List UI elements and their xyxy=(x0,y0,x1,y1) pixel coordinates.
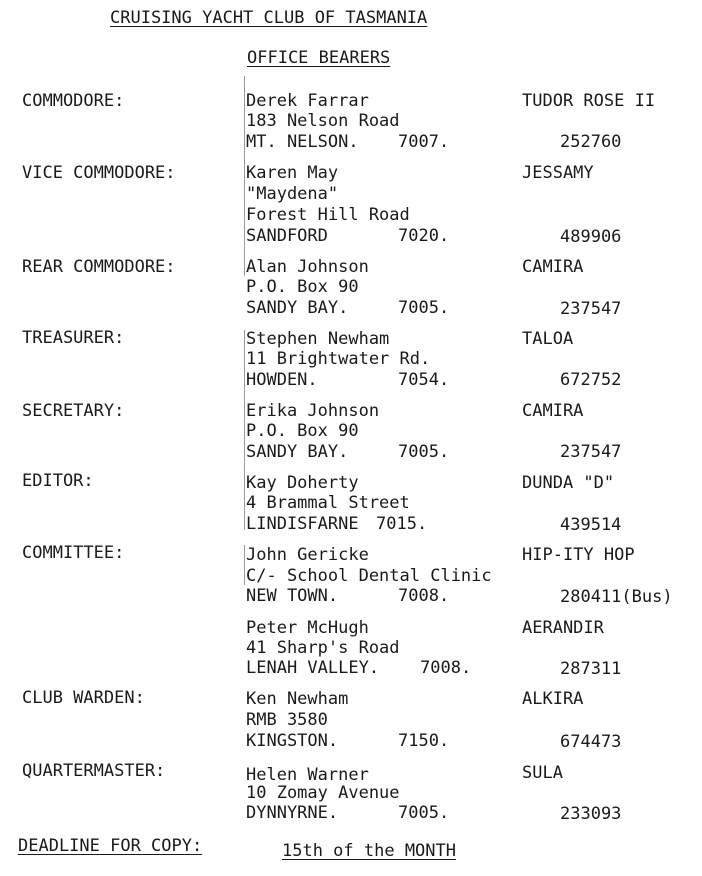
locality: SANDY BAY. xyxy=(246,298,349,318)
locality: MT. NELSON. xyxy=(246,132,359,152)
role-label: VICE COMMODORE: xyxy=(22,163,176,183)
role-label: CLUB WARDEN: xyxy=(22,688,145,708)
member-name: Ken Newham xyxy=(246,689,349,709)
role-label: COMMITTEE: xyxy=(22,543,125,563)
address-line: RMB 3580 xyxy=(246,710,328,730)
phone-number: 252760 xyxy=(560,132,622,152)
postcode: 7015. xyxy=(376,514,428,534)
phone-number: 233093 xyxy=(560,804,622,824)
phone-number: 489906 xyxy=(560,227,622,247)
deadline-label: DEADLINE FOR COPY: xyxy=(18,836,203,856)
locality: NEW TOWN. xyxy=(246,586,339,606)
column-rule xyxy=(244,545,245,585)
yacht-name: CAMIRA xyxy=(522,401,584,421)
locality: HOWDEN. xyxy=(246,370,318,390)
yacht-name: HIP-ITY HOP xyxy=(522,545,635,565)
yacht-name: TALOA xyxy=(522,329,574,349)
locality: KINGSTON. xyxy=(246,731,339,751)
section-heading: OFFICE BEARERS xyxy=(247,48,391,68)
locality: LENAH VALLEY. xyxy=(246,658,380,678)
member-name: Peter McHugh xyxy=(246,618,369,638)
document-title: CRUISING YACHT CLUB OF TASMANIA xyxy=(110,8,428,28)
address-line: C/- School Dental Clinic xyxy=(246,566,492,586)
phone-number: 672752 xyxy=(560,370,622,390)
member-name: Kay Doherty xyxy=(246,473,359,493)
role-label: EDITOR: xyxy=(22,471,94,491)
role-label: TREASURER: xyxy=(22,328,125,348)
deadline-value: 15th of the MONTH xyxy=(282,841,456,861)
yacht-name: SULA xyxy=(522,763,563,783)
phone-number: 237547 xyxy=(560,442,622,462)
yacht-name: ALKIRA xyxy=(522,689,584,709)
column-rule xyxy=(244,76,245,276)
address-line: 11 Brightwater Rd. xyxy=(246,349,431,369)
phone-number: 439514 xyxy=(560,515,622,535)
yacht-name: JESSAMY xyxy=(522,163,594,183)
address-line: 183 Nelson Road xyxy=(246,111,400,131)
role-label: REAR COMMODORE: xyxy=(22,257,176,277)
member-name: Erika Johnson xyxy=(246,401,380,421)
locality: DYNNYRNE. xyxy=(246,803,339,823)
yacht-name: DUNDA "D" xyxy=(522,473,615,493)
member-name: Helen Warner xyxy=(246,765,369,785)
member-name: Derek Farrar xyxy=(246,91,369,111)
postcode: 7150. xyxy=(398,731,450,751)
address-line: "Maydena" xyxy=(246,184,339,204)
role-label: COMMODORE: xyxy=(22,91,125,111)
yacht-name: AERANDIR xyxy=(522,618,604,638)
locality: SANDFORD xyxy=(246,226,328,246)
address-line: Forest Hill Road xyxy=(246,205,410,225)
address-line: 4 Brammal Street xyxy=(246,493,410,513)
postcode: 7020. xyxy=(398,226,450,246)
yacht-name: CAMIRA xyxy=(522,257,584,277)
address-line: P.O. Box 90 xyxy=(246,277,359,297)
role-label: SECRETARY: xyxy=(22,401,125,421)
phone-number: 674473 xyxy=(560,732,622,752)
yacht-name: TUDOR ROSE II xyxy=(522,91,656,111)
address-line: 41 Sharp's Road xyxy=(246,638,400,658)
postcode: 7005. xyxy=(398,298,450,318)
phone-number: 287311 xyxy=(560,659,622,679)
phone-number: 280411(Bus) xyxy=(560,587,673,607)
address-line: 10 Zomay Avenue xyxy=(246,783,400,803)
postcode: 7054. xyxy=(398,370,450,390)
postcode: 7005. xyxy=(398,442,450,462)
postcode: 7008. xyxy=(398,586,450,606)
postcode: 7005. xyxy=(398,803,450,823)
locality: LINDISFARNE xyxy=(246,514,359,534)
member-name: John Gericke xyxy=(246,545,369,565)
postcode: 7007. xyxy=(398,132,450,152)
locality: SANDY BAY. xyxy=(246,442,349,462)
address-line: P.O. Box 90 xyxy=(246,421,359,441)
member-name: Karen May xyxy=(246,163,339,183)
phone-number: 237547 xyxy=(560,299,622,319)
member-name: Stephen Newham xyxy=(246,329,390,349)
postcode: 7008. xyxy=(420,658,472,678)
column-rule xyxy=(244,330,245,530)
member-name: Alan Johnson xyxy=(246,257,369,277)
role-label: QUARTERMASTER: xyxy=(22,761,166,781)
